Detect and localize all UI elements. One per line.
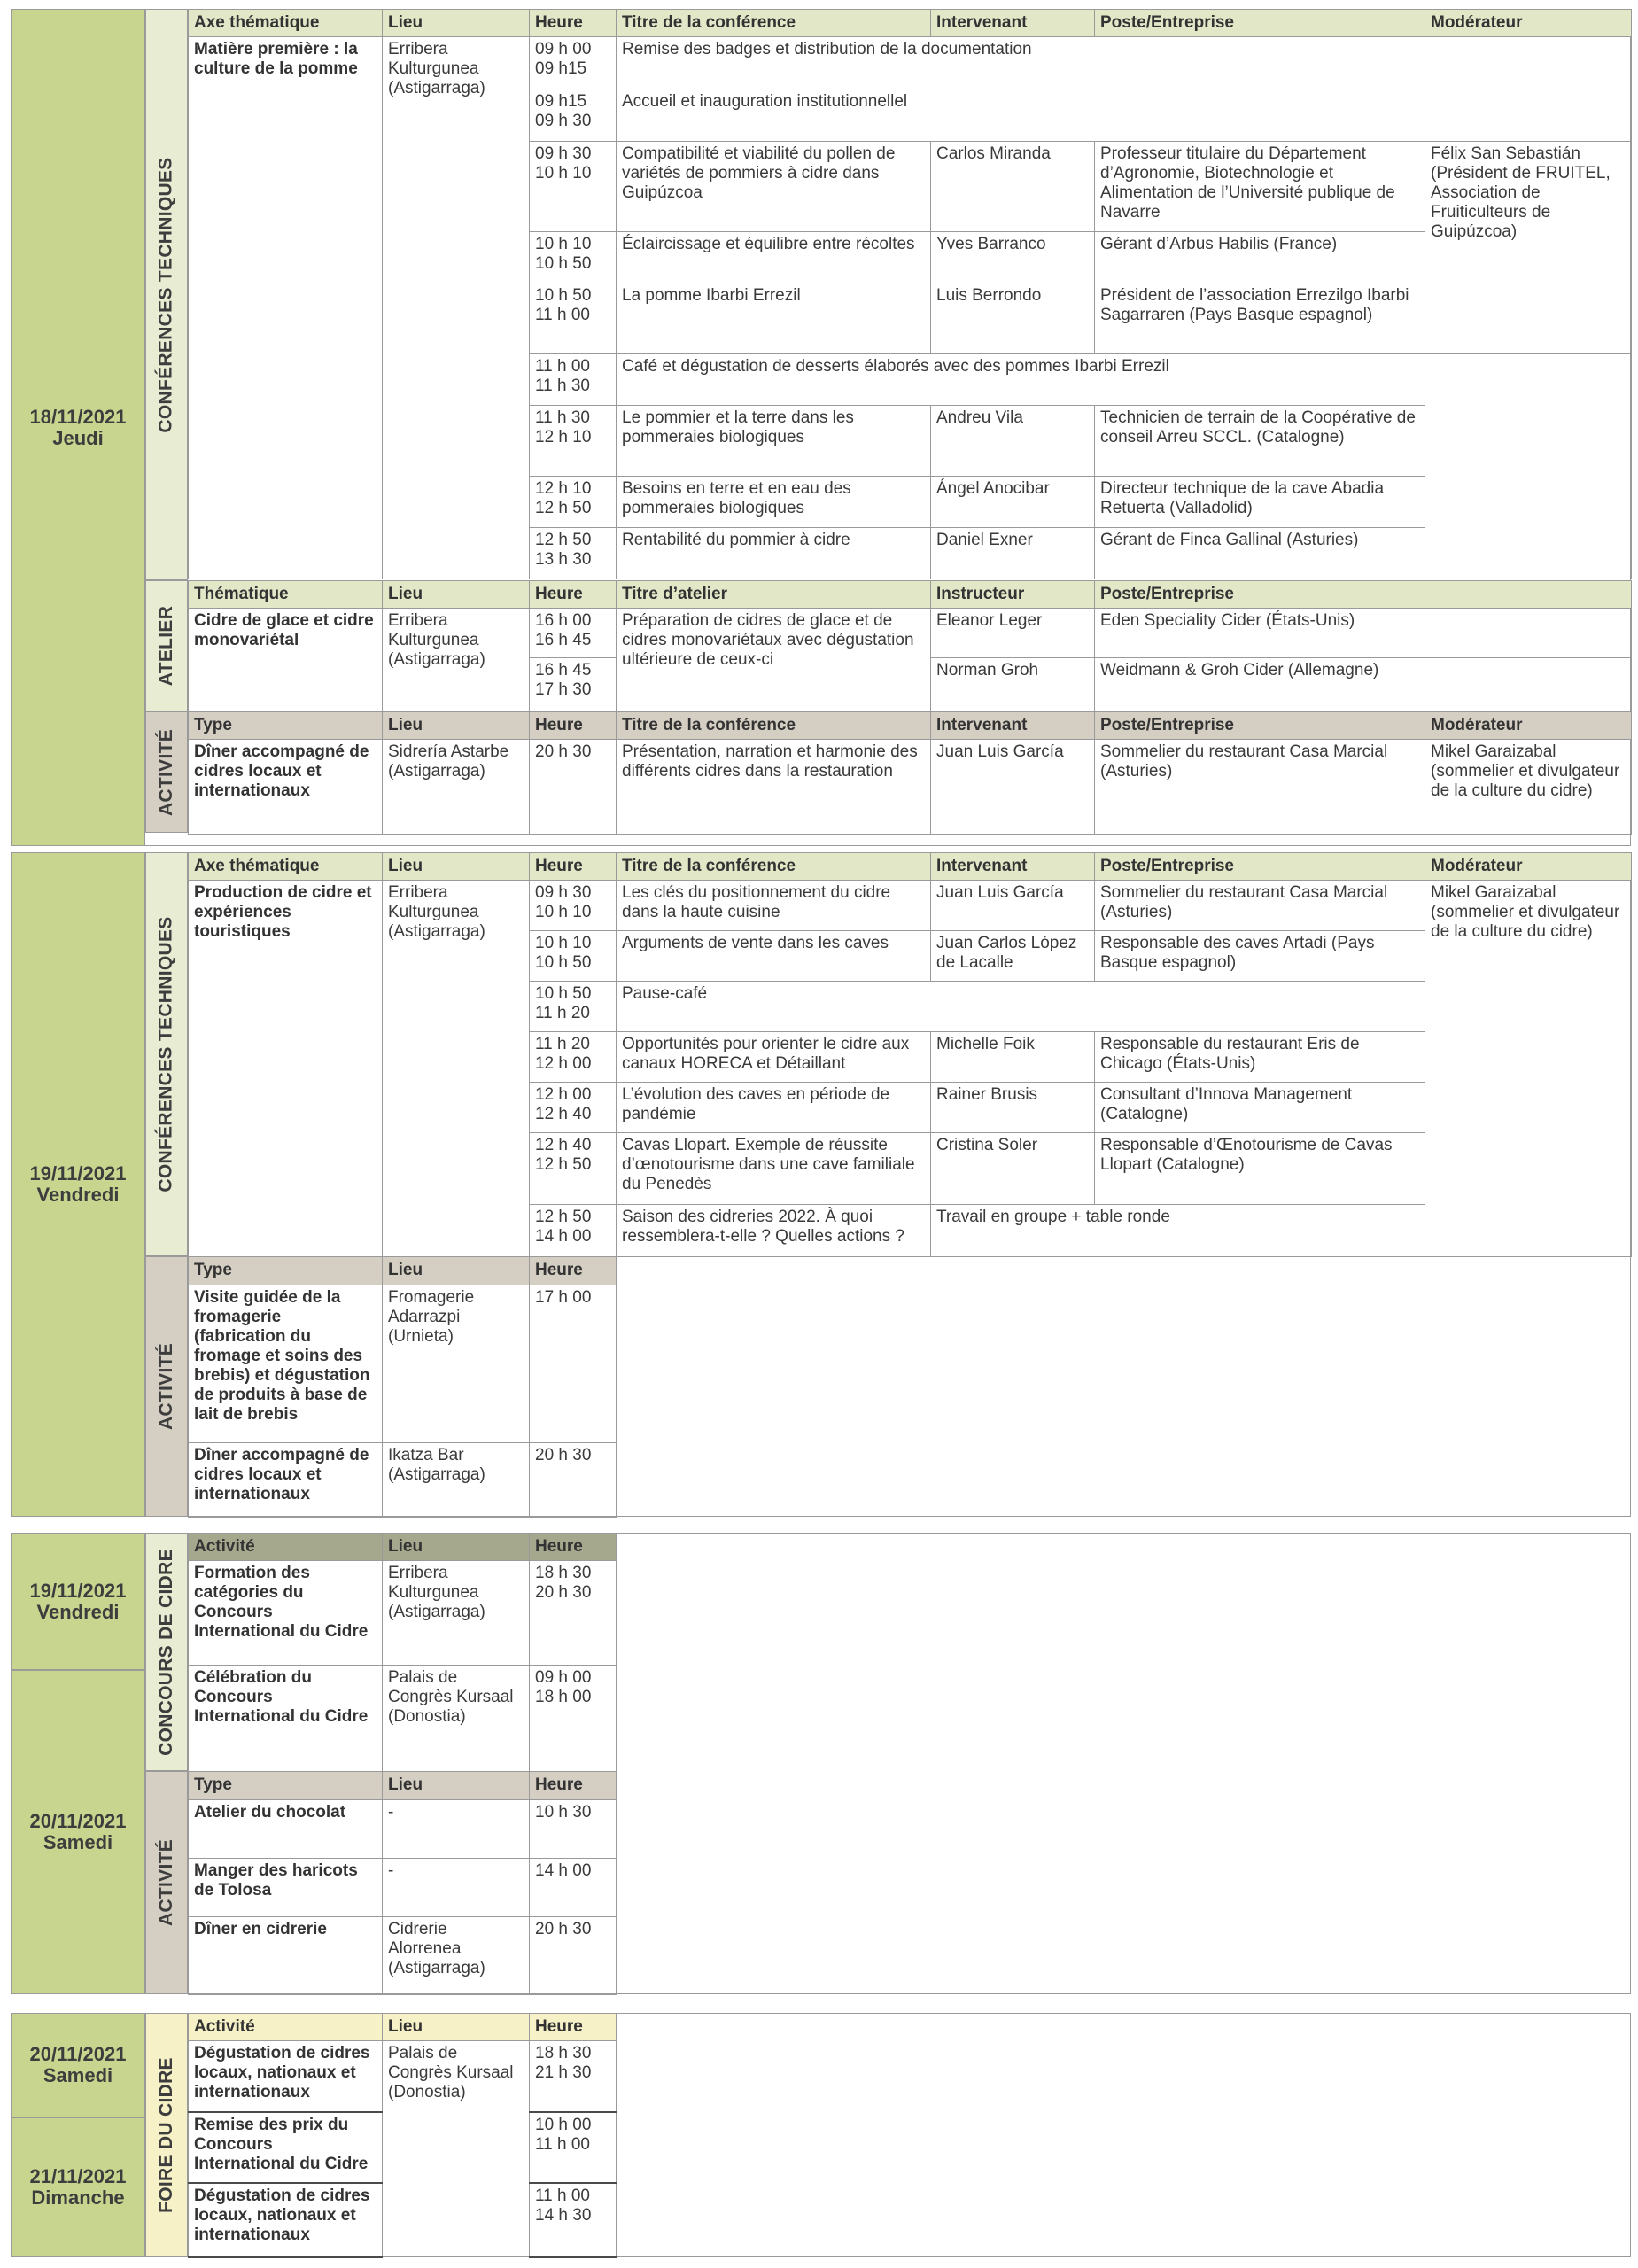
lieu-cell: Palais de Congrès Kursaal (Donostia) <box>383 2041 530 2257</box>
post-cell: Responsable du restaurant Eris de Chicago (États-Unis) <box>1095 1032 1425 1083</box>
title-cell: La pomme Ibarbi Errezil <box>617 284 931 354</box>
time-cell: 09 h15 09 h 30 <box>530 89 617 142</box>
post-cell: Consultant d’Innova Management (Catalogne) <box>1095 1083 1425 1133</box>
time-cell: 09 h 00 09 h15 <box>530 37 617 89</box>
header-poste: Poste/Entreprise <box>1095 853 1425 881</box>
time-cell: 16 h 45 17 h 30 <box>530 658 617 713</box>
header-titre: Titre de la conférence <box>617 10 931 37</box>
header-heure: Heure <box>530 853 617 881</box>
header-moderateur: Modérateur <box>1425 853 1632 881</box>
time-cell: 10 h 10 10 h 50 <box>530 232 617 284</box>
lieu-cell: Cidrerie Alorrenea (Astigarraga) <box>383 1917 530 1995</box>
header-type: Type <box>189 1257 383 1285</box>
date-cell-day1: 18/11/2021 Jeudi <box>11 9 145 846</box>
header-titre: Titre de la conférence <box>617 853 931 881</box>
title-cell: Préparation de cidres de glace et de cidres monovariétaux avec dégustation ultérieure de ceux-ci <box>617 609 931 713</box>
date-cell-day3b: 20/11/2021 Samedi <box>11 1670 145 1994</box>
post-cell: Sommelier du restaurant Casa Marcial (Asturies) <box>1095 740 1425 835</box>
foire-table <box>188 2013 617 2258</box>
table-row <box>189 1561 617 1666</box>
time-cell: 20 h 30 <box>530 740 617 835</box>
label-foire-du-cidre: FOIRE DU CIDRE <box>145 2013 188 2257</box>
speaker-cell: Andreu Vila <box>931 406 1095 477</box>
lieu-cell: Sidrería Astarbe (Astigarraga) <box>383 740 530 835</box>
type-cell: Dîner accompagné de cidres locaux et internationaux <box>189 740 383 835</box>
header-titre: Titre de la conférence <box>617 712 931 740</box>
title-cell: Éclaircissage et équilibre entre récoltes <box>617 232 931 284</box>
table-row <box>189 1666 617 1773</box>
time-cell: 10 h 50 11 h 00 <box>530 284 617 354</box>
date-cell-day3a: 19/11/2021 Vendredi <box>11 1533 145 1670</box>
header-axe: Axe thématique <box>189 10 383 37</box>
speaker-cell: Yves Barranco <box>931 232 1095 284</box>
header-heure: Heure <box>530 1257 617 1285</box>
header-heure: Heure <box>530 10 617 37</box>
post-cell: Technicien de terrain de la Coopérative de conseil Arreu SCCL. (Catalogne) <box>1095 406 1425 477</box>
time-cell: 12 h 10 12 h 50 <box>530 477 617 528</box>
time-cell: 14 h 00 <box>530 1859 617 1917</box>
time-cell: 16 h 00 16 h 45 <box>530 609 617 658</box>
post-cell: Directeur technique de la cave Abadia Retuerta (Valladolid) <box>1095 477 1425 528</box>
moderator-empty <box>1425 354 1632 579</box>
title-cell: Le pommier et la terre dans les pommeraies biologiques <box>617 406 931 477</box>
header-axe: Axe thématique <box>189 853 383 881</box>
header-instructeur: Instructeur <box>931 581 1095 609</box>
activite-table-day3 <box>188 1771 617 1995</box>
post-cell: Gérant d’Arbus Habilis (France) <box>1095 232 1425 284</box>
header-activite: Activité <box>189 1534 383 1561</box>
lieu-cell: Ikatza Bar (Astigarraga) <box>383 1443 530 1518</box>
time-cell: 18 h 30 21 h 30 <box>530 2041 617 2112</box>
conferences-table-day1 <box>188 9 1632 579</box>
speaker-cell: Juan Luis García <box>931 881 1095 931</box>
time-cell: 11 h 00 11 h 30 <box>530 354 617 406</box>
time-cell: 12 h 40 12 h 50 <box>530 1133 617 1205</box>
time-cell: 10 h 30 <box>530 1800 617 1859</box>
type-cell: Atelier du chocolat <box>189 1800 383 1859</box>
header-titre-atelier: Titre d’atelier <box>617 581 931 609</box>
table-row <box>189 1800 617 1859</box>
header-lieu: Lieu <box>383 1257 530 1285</box>
header-lieu: Lieu <box>383 1534 530 1561</box>
time-cell: 10 h 50 11 h 20 <box>530 982 617 1032</box>
date-cell-day2: 19/11/2021 Vendredi <box>11 852 145 1517</box>
speaker-cell: Rainer Brusis <box>931 1083 1095 1133</box>
label-activite-1: ACTIVITÉ <box>145 711 188 833</box>
title-cell: Besoins en terre et en eau des pommeraies biologiques <box>617 477 931 528</box>
theme-cell: Matière première : la culture de la pomme <box>189 37 383 579</box>
header-type: Type <box>189 1772 383 1800</box>
label-activite-3: ACTIVITÉ <box>145 1771 188 1994</box>
header-moderateur: Modérateur <box>1425 712 1632 740</box>
title-cell: Saison des cidreries 2022. À quoi ressemblera-t-elle ? Quelles actions ? <box>617 1205 931 1257</box>
table-row <box>189 1443 617 1518</box>
concours-table <box>188 1533 617 1773</box>
type-cell: Remise des prix du Concours International du Cidre <box>189 2112 383 2183</box>
header-thematique: Thématique <box>189 581 383 609</box>
speaker-cell: Ángel Anocibar <box>931 477 1095 528</box>
table-row <box>189 740 1632 835</box>
post-cell: Responsable d’Œnotourisme de Cavas Llopart (Catalogne) <box>1095 1133 1425 1205</box>
header-heure: Heure <box>530 1772 617 1800</box>
table-row <box>189 1285 617 1443</box>
moderator-cell: Mikel Garaizabal (sommelier et divulgateur de la culture du cidre) <box>1425 740 1632 835</box>
title-cell: Compatibilité et viabilité du pollen de variétés de pommiers à cidre dans Guipúzcoa <box>617 142 931 232</box>
header-lieu: Lieu <box>383 10 530 37</box>
header-activite: Activité <box>189 2014 383 2041</box>
theme-cell: Production de cidre et expériences touristiques <box>189 881 383 1257</box>
speaker-cell: Juan Luis García <box>931 740 1095 835</box>
header-poste: Poste/Entreprise <box>1095 10 1425 37</box>
header-poste: Poste/Entreprise <box>1095 581 1632 609</box>
title-cell: Remise des badges et distribution de la documentation <box>617 37 1632 89</box>
time-cell: 09 h 30 10 h 10 <box>530 881 617 931</box>
speaker-cell: Michelle Foik <box>931 1032 1095 1083</box>
time-cell: 11 h 20 12 h 00 <box>530 1032 617 1083</box>
type-cell: Formation des catégories du Concours International du Cidre <box>189 1561 383 1666</box>
type-cell: Visite guidée de la fromagerie (fabrication du fromage et soins des brebis) et dégustation de produits à base de lait de brebis <box>189 1285 383 1443</box>
speaker-cell: Cristina Soler <box>931 1133 1095 1205</box>
time-cell: 12 h 00 12 h 40 <box>530 1083 617 1133</box>
time-cell: 20 h 30 <box>530 1917 617 1995</box>
date-cell-day4a: 20/11/2021 Samedi <box>11 2013 145 2117</box>
moderator-cell: Mikel Garaizabal (sommelier et divulgateur de la culture du cidre) <box>1425 881 1632 1257</box>
time-cell: 09 h 30 10 h 10 <box>530 142 617 232</box>
time-cell: 09 h 00 18 h 00 <box>530 1666 617 1773</box>
time-cell: 11 h 30 12 h 10 <box>530 406 617 477</box>
header-type: Type <box>189 712 383 740</box>
post-cell: Weidmann & Groh Cider (Allemagne) <box>1095 658 1632 713</box>
label-concours-de-cidre: CONCOURS DE CIDRE <box>145 1533 188 1771</box>
speaker-cell: Luis Berrondo <box>931 284 1095 354</box>
type-cell: Dégustation de cidres locaux, nationaux et internationaux <box>189 2041 383 2112</box>
title-cell: Rentabilité du pommier à cidre <box>617 528 931 579</box>
header-moderateur: Modérateur <box>1425 10 1632 37</box>
header-lieu: Lieu <box>383 2014 530 2041</box>
post-cell: Eden Speciality Cider (États-Unis) <box>1095 609 1632 658</box>
speaker-cell: Norman Groh <box>931 658 1095 713</box>
title-cell: Cavas Llopart. Exemple de réussite d’œnotourisme dans une cave familiale du Penedès <box>617 1133 931 1205</box>
activite-table-day2 <box>188 1256 617 1518</box>
label-atelier-1: ATELIER <box>145 580 188 711</box>
lieu-cell: - <box>383 1800 530 1859</box>
time-cell: 12 h 50 14 h 00 <box>530 1205 617 1257</box>
header-heure: Heure <box>530 2014 617 2041</box>
time-cell: 18 h 30 20 h 30 <box>530 1561 617 1666</box>
header-heure: Heure <box>530 1534 617 1561</box>
time-cell: 10 h 10 10 h 50 <box>530 931 617 982</box>
header-lieu: Lieu <box>383 581 530 609</box>
table-row <box>189 1859 617 1917</box>
post-cell: Gérant de Finca Gallinal (Asturies) <box>1095 528 1425 579</box>
time-cell: 12 h 50 13 h 30 <box>530 528 617 579</box>
header-lieu: Lieu <box>383 712 530 740</box>
header-intervenant: Intervenant <box>931 853 1095 881</box>
speaker-cell: Juan Carlos López de Lacalle <box>931 931 1095 982</box>
time-cell: 11 h 00 14 h 30 <box>530 2183 617 2257</box>
post-cell: Président de l’association Errezilgo Ibarbi Sagarraren (Pays Basque espagnol) <box>1095 284 1425 354</box>
header-heure: Heure <box>530 581 617 609</box>
speaker-cell: Carlos Miranda <box>931 142 1095 232</box>
title-cell: Présentation, narration et harmonie des différents cidres dans la restauration <box>617 740 931 835</box>
title-cell: Pause-café <box>617 982 1425 1032</box>
conferences-table-day2 <box>188 852 1632 1257</box>
type-cell: Dégustation de cidres locaux, nationaux et internationaux <box>189 2183 383 2257</box>
table-row <box>189 2041 617 2112</box>
theme-cell: Cidre de glace et cidre monovariétal <box>189 609 383 713</box>
label-conferences-techniques-1: CONFÉRENCES TECHNIQUES <box>145 9 188 580</box>
table-row <box>189 609 1632 658</box>
type-cell: Dîner accompagné de cidres locaux et internationaux <box>189 1443 383 1518</box>
time-cell: 20 h 30 <box>530 1443 617 1518</box>
speaker-cell: Eleanor Leger <box>931 609 1095 658</box>
type-cell: Manger des haricots de Tolosa <box>189 1859 383 1917</box>
date-cell-day4b: 21/11/2021 Dimanche <box>11 2117 145 2257</box>
label-activite-2: ACTIVITÉ <box>145 1256 188 1517</box>
table-row <box>189 37 1632 89</box>
header-lieu: Lieu <box>383 853 530 881</box>
speaker-cell: Daniel Exner <box>931 528 1095 579</box>
table-row <box>189 881 1632 931</box>
activite-table-day1 <box>188 711 1632 835</box>
lieu-cell: - <box>383 1859 530 1917</box>
post-cell: Sommelier du restaurant Casa Marcial (Asturies) <box>1095 881 1425 931</box>
header-heure: Heure <box>530 712 617 740</box>
atelier-table-day1 <box>188 580 1632 713</box>
header-poste: Poste/Entreprise <box>1095 712 1425 740</box>
post-cell: Professeur titulaire du Département d’Agronomie, Biotechnologie et Alimentation de l’Université publique de Navarre <box>1095 142 1425 232</box>
title-cell: Arguments de vente dans les caves <box>617 931 931 982</box>
time-cell: 10 h 00 11 h 00 <box>530 2112 617 2183</box>
label-conferences-techniques-2: CONFÉRENCES TECHNIQUES <box>145 852 188 1256</box>
lieu-cell: Erribera Kulturgunea (Astigarraga) <box>383 37 530 579</box>
moderator-cell: Félix San Sebastián (Président de FRUITEL, Association de Fruiticulteurs de Guipúzcoa) <box>1425 142 1632 354</box>
time-cell: 17 h 00 <box>530 1285 617 1443</box>
table-row <box>189 1917 617 1995</box>
type-cell: Célébration du Concours International du Cidre <box>189 1666 383 1773</box>
header-lieu: Lieu <box>383 1772 530 1800</box>
header-intervenant: Intervenant <box>931 712 1095 740</box>
type-cell: Dîner en cidrerie <box>189 1917 383 1995</box>
title-cell: Accueil et inauguration institutionnellel <box>617 89 1632 142</box>
lieu-cell: Palais de Congrès Kursaal (Donostia) <box>383 1666 530 1773</box>
title-cell: Opportunités pour orienter le cidre aux canaux HORECA et Détaillant <box>617 1032 931 1083</box>
lieu-cell: Erribera Kulturgunea (Astigarraga) <box>383 609 530 713</box>
header-intervenant: Intervenant <box>931 10 1095 37</box>
lieu-cell: Erribera Kulturgunea (Astigarraga) <box>383 881 530 1257</box>
post-cell: Responsable des caves Artadi (Pays Basque espagnol) <box>1095 931 1425 982</box>
speaker-cell: Travail en groupe + table ronde <box>931 1205 1425 1257</box>
title-cell: Café et dégustation de desserts élaborés avec des pommes Ibarbi Errezil <box>617 354 1425 406</box>
title-cell: L’évolution des caves en période de pandémie <box>617 1083 931 1133</box>
title-cell: Les clés du positionnement du cidre dans la haute cuisine <box>617 881 931 931</box>
lieu-cell: Fromagerie Adarrazpi (Urnieta) <box>383 1285 530 1443</box>
lieu-cell: Erribera Kulturgunea (Astigarraga) <box>383 1561 530 1666</box>
